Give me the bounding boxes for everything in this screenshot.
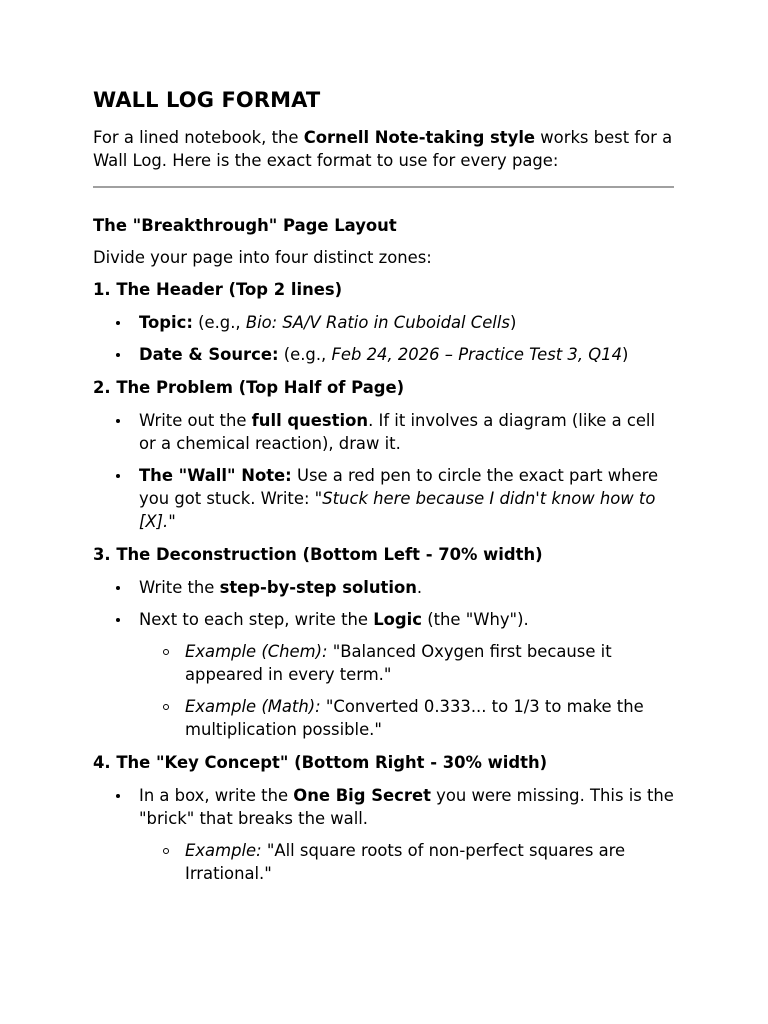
- list-item: [139, 311, 674, 334]
- wall-note-close: ": [168, 512, 176, 532]
- decon-example-list: [139, 640, 674, 741]
- wall-note-text: Use a red pen to circle the exact part where you got stuck. Write: ": [139, 466, 659, 509]
- section-deconstruction-title: 3. The Deconstruction (Bottom Left - 70% width): [93, 545, 543, 565]
- list-item: [139, 784, 674, 885]
- section-header-title: 1. The Header (Top 2 lines): [93, 280, 343, 300]
- topic-label: Topic:: [139, 313, 193, 333]
- decon-item1-end: .: [416, 578, 423, 598]
- key-item1-start: In a box, write the: [139, 786, 294, 806]
- date-label: Date & Source:: [139, 345, 279, 365]
- section-key-concept-title: 4. The "Key Concept" (Bottom Right - 30% width): [93, 753, 548, 773]
- intro-paragraph: [93, 126, 674, 172]
- key-example-list: [139, 839, 674, 885]
- list-item: [185, 640, 674, 686]
- list-item: [139, 608, 674, 741]
- topic-example: Bio: SA/V Ratio in Cuboidal Cells: [245, 313, 510, 333]
- wall-note-quote: Stuck here because I didn't know how to [X].: [139, 489, 656, 532]
- key-example-label: Example:: [185, 841, 262, 861]
- layout-lead: Divide your page into four distinct zones:: [93, 248, 432, 268]
- example-chem-text: "Balanced Oxygen first because it appeared in every term.": [185, 642, 612, 685]
- list-item: [139, 409, 674, 455]
- section-deconstruction-list: [93, 576, 674, 741]
- problem-item1-start: Write out the: [139, 411, 252, 431]
- list-item: [139, 464, 674, 533]
- problem-item1-end: . If it involves a diagram (like a cell or a chemical reaction), draw it.: [139, 411, 656, 454]
- decon-item2-start: Next to each step, write the: [139, 610, 374, 630]
- horizontal-divider: [93, 186, 674, 188]
- wall-note-label: The "Wall" Note:: [139, 466, 292, 486]
- section-problem-list: [93, 409, 674, 533]
- list-item: [139, 343, 674, 366]
- key-item1-end: you were missing. This is the "brick" that breaks the wall.: [139, 786, 674, 829]
- section-header-list: [93, 311, 674, 366]
- example-math-text: "Converted 0.333... to 1/3 to make the multiplication possible.": [185, 697, 644, 740]
- example-math-label: Example (Math):: [185, 697, 321, 717]
- list-item: [185, 695, 674, 741]
- decon-item1-bold: step-by-step solution: [219, 578, 417, 598]
- topic-close: ): [509, 313, 517, 333]
- intro-text-end: works best for a Wall Log. Here is the exact format to use for every page:: [93, 128, 673, 171]
- problem-item1-bold: full question: [251, 411, 369, 431]
- date-text: (e.g.,: [278, 345, 332, 365]
- decon-item2-bold: Logic: [373, 610, 422, 630]
- example-chem-label: Example (Chem):: [185, 642, 328, 662]
- topic-text: (e.g.,: [192, 313, 246, 333]
- section-problem-title: 2. The Problem (Top Half of Page): [93, 378, 405, 398]
- key-item1-bold: One Big Secret: [293, 786, 431, 806]
- intro-bold-term: Cornell Note-taking style: [303, 128, 536, 148]
- date-example: Feb 24, 2026 – Practice Test 3, Q14: [331, 345, 623, 365]
- list-item: [139, 576, 674, 599]
- list-item: [185, 839, 674, 885]
- decon-item1-start: Write the: [139, 578, 220, 598]
- key-example-text: "All square roots of non-perfect squares are Irrational.": [185, 841, 626, 884]
- decon-item2-end: (the "Why").: [421, 610, 529, 630]
- date-close: ): [622, 345, 629, 365]
- section-key-concept-list: [93, 784, 674, 885]
- intro-text-start: For a lined notebook, the: [93, 128, 304, 148]
- page-title: WALL LOG FORMAT: [93, 88, 321, 112]
- layout-heading: The "Breakthrough" Page Layout: [93, 216, 397, 236]
